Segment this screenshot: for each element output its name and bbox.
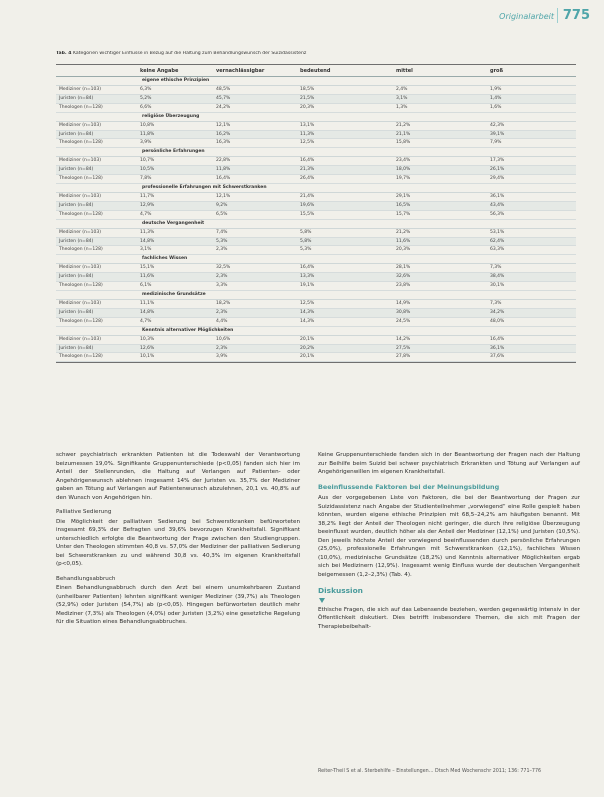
table-cell: 1,9%	[490, 87, 502, 92]
table-cell: 3,9%	[140, 140, 152, 146]
table-group-heading: professionelle Erfahrungen mit Schwerstkranken	[56, 184, 576, 193]
table-cell: 2,3%	[216, 309, 228, 315]
table-cell: 21,5%	[300, 95, 315, 101]
table-cell: 15,7%	[396, 211, 411, 217]
table-cell: 32,5%	[216, 265, 231, 271]
table-cell: 11,3%	[140, 229, 155, 235]
table-cell: 21,3%	[300, 167, 315, 173]
table-group-heading: religiöse Überzeugung	[56, 113, 576, 122]
table-cell: 11,6%	[396, 238, 411, 244]
table-cell: 16,2%	[216, 131, 231, 137]
table-row	[56, 157, 576, 166]
table-cell: 14,3%	[300, 318, 315, 324]
table-cell: 14,8%	[140, 309, 155, 315]
table-cell: 5,3%	[300, 247, 312, 253]
table-cell: 7,3%	[490, 301, 502, 307]
table-row	[56, 229, 576, 238]
table-cell: 3,3%	[216, 283, 228, 289]
table-row	[56, 95, 576, 104]
table-cell: 2,4%	[396, 87, 408, 92]
table-body	[56, 77, 576, 362]
row-label-cell: Theologen (n=128)	[59, 247, 103, 253]
row-label-cell: Mediziner (n=103)	[59, 122, 101, 128]
table-cell: 4,4%	[216, 318, 228, 324]
table-cell: 15,8%	[396, 140, 411, 146]
table-cell: 6,5%	[216, 211, 228, 217]
table-cell: 62,4%	[490, 238, 505, 244]
palliative-heading: Palliative Sedierung	[56, 509, 112, 515]
table-cell: 1,4%	[490, 95, 502, 101]
table-cell: 2,3%	[216, 247, 228, 253]
row-label-cell: Mediziner (n=103)	[59, 301, 101, 307]
page-footer: Reiter-Theil S et al. Sterbehilfe – Einstellungen… Dtsch Med Wochenschr 2011; 136: 771–776	[318, 769, 542, 774]
table-group-heading: persönliche Erfahrungen	[56, 148, 576, 157]
table-row	[56, 309, 576, 318]
table-group-heading: fachliches Wissen	[56, 255, 576, 264]
row-label-cell: Mediziner (n=103)	[59, 265, 101, 271]
table-cell: 16,3%	[216, 140, 231, 146]
table-row	[56, 131, 576, 140]
table-cell: 6,3%	[140, 87, 152, 92]
table-row	[56, 353, 576, 362]
left-text-column	[56, 451, 300, 633]
table-cell: 29,4%	[490, 176, 505, 182]
table-row	[56, 300, 576, 309]
table-cell: 36,1%	[490, 345, 505, 351]
table-cell: 36,1%	[490, 194, 505, 200]
table-cell: 3,9%	[216, 354, 228, 360]
row-label-cell: Juristen (n=84)	[59, 167, 94, 173]
table-cell: 11,7%	[140, 194, 155, 200]
table-cell: 10,5%	[140, 167, 155, 173]
row-label-cell: Theologen (n=128)	[59, 318, 103, 324]
triangle-down-icon	[319, 598, 325, 603]
table-cell: 13,3%	[300, 274, 315, 280]
table-cell: 23,8%	[396, 283, 411, 289]
column-header: groß	[490, 67, 504, 74]
row-label-cell: Juristen (n=84)	[59, 274, 94, 280]
table-cell: 23,4%	[396, 158, 411, 164]
column-header: keine Angabe	[140, 67, 179, 74]
intro-paragraph: schwer psychiatrisch erkrankten Patienten ist die Todeswahl der Verantwortung beizumessen 19,0%. Signifikante Gruppenunterschiede (p<0,05) fanden sich hier im Anteil der Stellenrunden, die Haltung auf Verlangen auf Patienten- oder Angehörigenwunsch ablehnen insgesamt 14% der Juristen vs. 35,7% der Mediziner gaben an Tötung auf Verlangen auf Patientenwunsch abzulehnen, 20,1 vs. 40,8% auf den Wunsch von Angehörigen hin.	[56, 452, 300, 501]
table-cell: 12,9%	[140, 202, 155, 208]
table-cell: 17,3%	[490, 158, 505, 164]
table-cell: 48,0%	[490, 318, 505, 324]
row-label-cell: Mediziner (n=103)	[59, 229, 101, 235]
row-label-cell: Theologen (n=128)	[59, 176, 103, 182]
right-intro-paragraph: Keine Gruppenunterschiede fanden sich in der Beantwortung der Fragen nach der Haltung zur Beihilfe beim Suizid bei schwer psychiatrisch Erkrankten und Tötung auf Verlangen auf Angehörigenwillen im eigenen Krankheitsfall.	[318, 452, 580, 475]
table-cell: 30,8%	[396, 309, 411, 315]
factors-heading: Beeinflussende Faktoren bei der Meinungsbildung	[318, 482, 500, 491]
table-cell: 14,3%	[300, 309, 315, 315]
row-label-cell: Juristen (n=84)	[59, 95, 94, 101]
table-cell: 26,4%	[300, 176, 315, 182]
table-cell: 5,8%	[300, 229, 312, 235]
table-cell: 14,9%	[396, 301, 411, 307]
table-row	[56, 238, 576, 247]
table-cell: 48,5%	[216, 87, 231, 92]
table-group-heading: eigene ethische Prinzipien	[56, 77, 576, 86]
table-cell: 11,8%	[140, 131, 155, 137]
row-label-cell: Theologen (n=128)	[59, 354, 103, 360]
table-cell: 28,1%	[396, 265, 411, 271]
row-label-cell: Theologen (n=128)	[59, 283, 103, 289]
row-label-cell: Theologen (n=128)	[59, 140, 103, 146]
table-group-heading: medizinische Grundsätze	[56, 291, 576, 300]
table-group-rows	[56, 86, 576, 113]
column-header: vernachlässigbar	[216, 67, 265, 74]
table-group-rows	[56, 336, 576, 363]
table-cell: 11,6%	[140, 274, 155, 280]
table-cell: 11,3%	[300, 131, 315, 137]
row-label-cell: Mediziner (n=103)	[59, 336, 101, 342]
table-cell: 1,3%	[396, 104, 408, 110]
table-cell: 16,4%	[490, 336, 505, 342]
row-label-cell: Theologen (n=128)	[59, 104, 103, 110]
table-cell: 4,7%	[140, 318, 152, 324]
table-cell: 11,8%	[216, 167, 231, 173]
factors-paragraph: Aus der vorgegebenen Liste von Faktoren, die bei der Beantwortung der Fragen zur Suizidassistenz nach Angabe der Studienteilnehmer „vorwiegend“ eine Rolle gespielt haben könnten, wurden eigene ethische Prinzipien mit 68,5–24,2% am häufigsten benannt. Mit 38,2% liegt der Anteil der Theologen nicht geringer, die durch ihre religiöse Überzeugung beeinflusst wurden, deutlich höher als der Anteil der Mediziner (12,1%) und Juristen (10,5%). Den jeweils höchste Anteil der vorwiegend beeinflussenden durch persönliche Erfahrungen (25,0%), professionelle Erfahrungen mit Schwerstkranken (12,1%), fachliches Wissen (10,0%), medizinische Grundsätze (18,2%) und Kenntnis alternativer Möglichkeiten ergab sich bei Medizinern (12,9%). Insgesamt wenig Einfluss wurde der deutschen Vergangenheit beigemessen (1,2–2,3%) (Tab. 4).	[318, 495, 580, 578]
right-text-column	[318, 451, 580, 637]
table-row	[56, 264, 576, 273]
table-group-rows	[56, 300, 576, 327]
row-label-cell: Mediziner (n=103)	[59, 158, 101, 164]
table-cell: 24,5%	[396, 318, 411, 324]
table-group-rows	[56, 264, 576, 291]
table-caption	[56, 51, 576, 57]
table-cell: 20,3%	[300, 104, 315, 110]
table-cell: 39,1%	[490, 131, 505, 137]
table-cell: 16,4%	[300, 158, 315, 164]
abbruch-paragraph: Einen Behandlungsabbruch durch den Arzt bei einem unumkehrbaren Zustand (unheilbarer Patienten) lehnten signifikant weniger Mediziner (39,7%) als Theologen (52,9%) oder Juristen (54,7%) ab (p<0,05). Hingegen befürworteten deutlich mehr Mediziner (7,3%) als Theologen (4,0%) oder Juristen (3,2%) eine gesetzliche Regelung für die Situation eines Behandlungsabbruches.	[56, 585, 300, 625]
table-cell: 22,8%	[216, 158, 231, 164]
table-row	[56, 345, 576, 354]
table-cell: 29,1%	[396, 194, 411, 200]
discussion-paragraph: Ethische Fragen, die sich auf das Lebensende beziehen, werden gegenwärtig intensiv in der Öffentlichkeit diskutiert. Dies betrifft insbesondere Themen, die sich mit Fragen der Therapiebeibehalt-	[318, 606, 580, 630]
table-cell: 45,7%	[216, 95, 231, 101]
table-cell: 10,7%	[140, 158, 155, 164]
table-group-heading: Kenntnis alternativer Möglichkeiten	[56, 327, 576, 336]
table-row	[56, 336, 576, 345]
table-cell: 21,4%	[300, 194, 315, 200]
column-header: mittel	[396, 67, 413, 74]
table-cell: 12,1%	[216, 194, 231, 200]
table-cell: 53,1%	[490, 229, 505, 235]
table-cell: 32,6%	[396, 274, 411, 280]
table-cell: 15,1%	[140, 265, 155, 271]
table-cell: 56,3%	[490, 211, 505, 217]
table-cell: 14,2%	[396, 336, 411, 342]
table-cell: 9,2%	[216, 202, 228, 208]
table-row	[56, 139, 576, 148]
row-label-cell: Juristen (n=84)	[59, 238, 94, 244]
table-cell: 7,3%	[490, 265, 502, 271]
table-caption-text: Kategorien wichtiger Einflüsse in Bezug auf die Haltung zum Behandlungswunsch der Suizidassistenz	[72, 51, 307, 56]
palliative-paragraph: Die Möglichkeit der palliativen Sedierung bei Schwerstkranken befürworteten insgesamt 69,3% der Befragten und 39,6% bevorzugen Krankheitsfall. Signifikant unterschiedlich erfolgte die Beantwortung der Frage zwischen den Studiengruppen. Unter den Theologen stimmten 40,8 vs. 57,0% der Mediziner der palliativen Sedierung bei Schwerstkranken zu und während 30,8 vs. 40,3% im eigenen Krankheitsfall (p<0,05).	[56, 518, 300, 567]
row-label-cell: Juristen (n=84)	[59, 202, 94, 208]
header-section-title: Originalarbeit	[499, 12, 554, 21]
table-header-row	[56, 65, 576, 77]
table-row	[56, 166, 576, 175]
table-cell: 21,2%	[396, 229, 411, 235]
table-cell: 20,1%	[300, 336, 315, 342]
row-label-cell: Juristen (n=84)	[59, 345, 94, 351]
discussion-heading: Diskussion	[318, 586, 363, 595]
page-number: 775	[557, 8, 590, 23]
table-cell: 26,1%	[490, 167, 505, 173]
table-cell: 12,5%	[300, 301, 315, 307]
table-cell: 15,5%	[300, 211, 315, 217]
table-cell: 3,1%	[140, 247, 152, 253]
table-cell: 30,1%	[490, 283, 505, 289]
row-label-cell: Juristen (n=84)	[59, 131, 94, 137]
table-group-rows	[56, 122, 576, 149]
table-row	[56, 122, 576, 131]
table-cell: 24,2%	[216, 104, 231, 110]
table-row	[56, 211, 576, 220]
table-cell: 1,6%	[490, 104, 502, 110]
table-group-rows	[56, 229, 576, 256]
table-cell: 10,8%	[140, 122, 155, 128]
table-cell: 16,4%	[300, 265, 315, 271]
table-cell: 7,8%	[140, 176, 152, 182]
table-row	[56, 86, 576, 95]
table-cell: 20,1%	[300, 354, 315, 360]
table-cell: 5,2%	[140, 95, 152, 101]
table-row	[56, 318, 576, 327]
table-cell: 43,4%	[490, 202, 505, 208]
table-cell: 20,3%	[396, 247, 411, 253]
table-cell: 6,6%	[140, 104, 152, 110]
row-label-cell: Mediziner (n=103)	[59, 87, 101, 92]
table-row	[56, 282, 576, 291]
page-header	[0, 0, 604, 34]
table-group-rows	[56, 157, 576, 184]
table-row	[56, 273, 576, 282]
table-cell: 13,1%	[300, 122, 315, 128]
table-cell: 10,6%	[216, 336, 231, 342]
table-cell: 42,3%	[490, 122, 505, 128]
table-cell: 19,7%	[396, 176, 411, 182]
table-cell: 16,4%	[216, 176, 231, 182]
table-cell: 6,1%	[140, 283, 152, 289]
table-cell: 12,5%	[300, 140, 315, 146]
table-cell: 38,4%	[490, 274, 505, 280]
table-cell: 16,5%	[396, 202, 411, 208]
table-cell: 14,8%	[140, 238, 155, 244]
table-cell: 4,7%	[140, 211, 152, 217]
table-cell: 7,4%	[216, 229, 228, 235]
table-cell: 18,5%	[300, 87, 315, 92]
table-row	[56, 193, 576, 202]
table-cell: 37,6%	[490, 354, 505, 360]
table-cell: 34,2%	[490, 309, 505, 315]
table-cell: 21,2%	[396, 122, 411, 128]
data-table	[56, 64, 576, 363]
table-row	[56, 246, 576, 255]
table-row	[56, 202, 576, 211]
row-label-cell: Mediziner (n=103)	[59, 194, 101, 200]
table-group-heading: deutsche Vergangenheit	[56, 220, 576, 229]
table-cell: 27,5%	[396, 345, 411, 351]
table-row	[56, 175, 576, 184]
table-cell: 2,3%	[216, 274, 228, 280]
column-header: bedeutend	[300, 67, 331, 74]
table-cell: 12,6%	[140, 345, 155, 351]
table-cell: 21,1%	[396, 131, 411, 137]
table-cell: 19,1%	[300, 283, 315, 289]
table-cell: 63,3%	[490, 247, 505, 253]
row-label-cell: Juristen (n=84)	[59, 309, 94, 315]
table-cell: 3,1%	[396, 95, 408, 101]
table-cell: 18,0%	[396, 167, 411, 173]
table-cell: 5,8%	[300, 238, 312, 244]
table-cell: 2,3%	[216, 345, 228, 351]
table-cell: 12,1%	[216, 122, 231, 128]
table-cell: 7,9%	[490, 140, 502, 146]
table-cell: 10,3%	[140, 336, 155, 342]
table-cell: 10,1%	[140, 354, 155, 360]
table-cell: 19,6%	[300, 202, 315, 208]
table-cell: 27,8%	[396, 354, 411, 360]
table-cell: 11,1%	[140, 301, 155, 307]
row-label-cell: Theologen (n=128)	[59, 211, 103, 217]
table-caption-label: Tab. 4	[56, 51, 72, 56]
table-row	[56, 104, 576, 113]
table-group-rows	[56, 193, 576, 220]
table-cell: 20,2%	[300, 345, 315, 351]
table-cell: 5,3%	[216, 238, 228, 244]
table-cell: 18,2%	[216, 301, 231, 307]
abbruch-heading: Behandlungsabbruch	[56, 575, 116, 582]
